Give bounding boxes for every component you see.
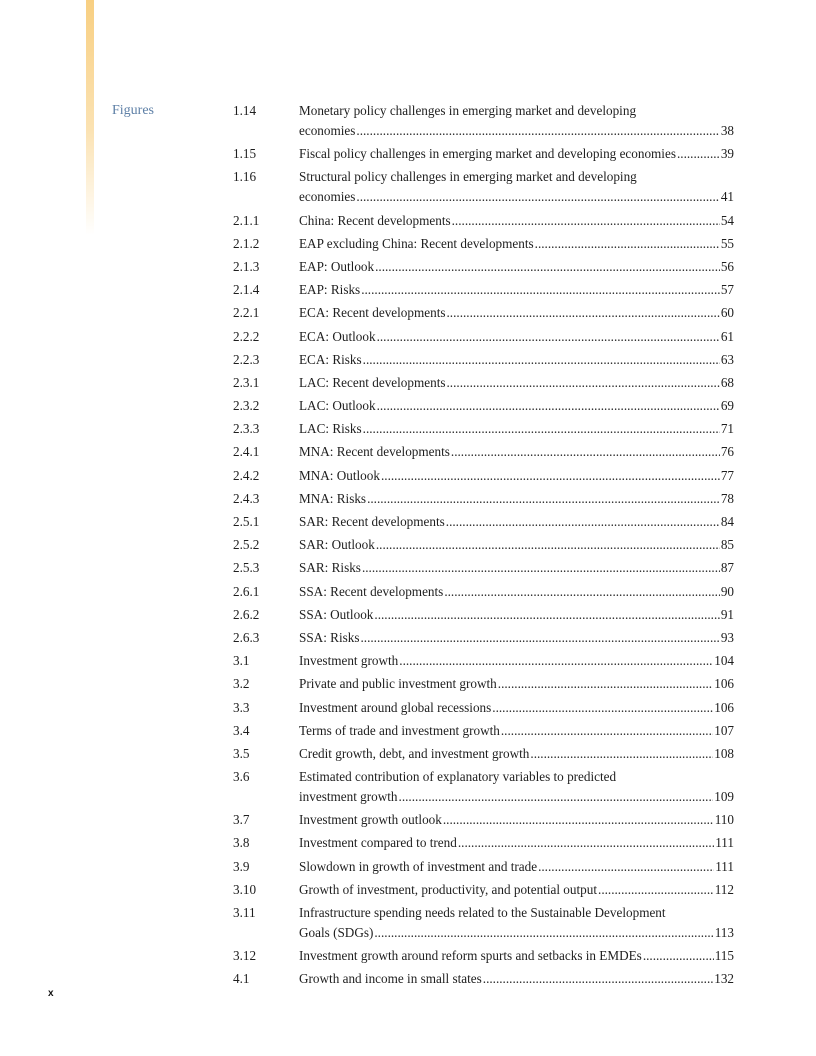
toc-entry[interactable] [233, 674, 734, 694]
entry-last-line [299, 787, 734, 807]
toc-entry[interactable] [233, 969, 734, 989]
entry-body [299, 721, 734, 741]
page-ref: 112 [714, 881, 734, 897]
figure-number: 2.6.3 [233, 629, 260, 645]
entry-body [299, 167, 734, 207]
figure-title: Investment compared to trend [299, 835, 457, 851]
entry-last-line [299, 582, 734, 602]
dot-leader [643, 946, 714, 966]
figure-title: Credit growth, debt, and investment growth [299, 745, 530, 761]
page-ref: 106 [714, 676, 734, 692]
entry-body [299, 651, 734, 671]
entry-last-line [299, 651, 734, 671]
figure-number: 3.11 [233, 905, 256, 920]
figure-number: 2.5.2 [233, 537, 260, 553]
entry-last-line [299, 628, 734, 648]
figure-title: Investment growth [299, 653, 399, 669]
toc-entry[interactable] [233, 327, 734, 347]
section-label-figures: Figures [112, 103, 154, 118]
figure-number: 2.3.3 [233, 421, 260, 437]
dot-leader [452, 211, 720, 231]
toc-entry[interactable] [233, 211, 734, 231]
figure-number: 1.16 [233, 169, 257, 185]
dot-leader [447, 303, 720, 323]
dot-leader [458, 833, 714, 853]
entry-last-line [299, 442, 734, 462]
page-ref: 93 [720, 629, 734, 645]
figure-number: 2.6.2 [233, 606, 260, 622]
figure-title: Goals (SDGs) [299, 925, 374, 940]
figure-number: 2.3.2 [233, 398, 260, 414]
entry-last-line [299, 833, 734, 853]
toc-entry[interactable] [233, 903, 734, 943]
entry-last-line [299, 857, 734, 877]
dot-leader [498, 674, 713, 694]
toc-entry[interactable] [233, 373, 734, 393]
entry-body [299, 257, 734, 277]
toc-entry[interactable] [233, 767, 734, 807]
figure-number: 3.1 [233, 653, 250, 669]
figure-number: 1.14 [233, 103, 257, 118]
dot-leader [376, 535, 720, 555]
entry-body [299, 327, 734, 347]
entry-last-line [299, 698, 734, 718]
figure-number: 2.1.1 [233, 212, 260, 228]
entry-body [299, 419, 734, 439]
entry-body [299, 605, 734, 625]
entry-body [299, 535, 734, 555]
page-ref: 54 [720, 212, 734, 228]
page-number: x [48, 988, 54, 999]
entry-body [299, 857, 734, 877]
figure-number: 2.4.3 [233, 490, 260, 506]
page-ref: 132 [714, 971, 734, 987]
dot-leader [447, 373, 720, 393]
dot-leader [451, 442, 720, 462]
entry-last-line [299, 144, 734, 164]
figure-number: 3.6 [233, 769, 250, 785]
figure-title: ECA: Risks [299, 351, 362, 367]
dot-leader [446, 512, 720, 532]
figure-title-line1: Structural policy challenges in emerging market and developing [299, 169, 637, 185]
figure-title: SAR: Outlook [299, 537, 375, 553]
page-ref: 85 [720, 537, 734, 553]
entry-body [299, 903, 734, 943]
page-ref: 91 [720, 606, 734, 622]
page-ref: 61 [720, 328, 734, 344]
entry-body [299, 396, 734, 416]
entry-last-line [299, 512, 734, 532]
figure-title: economies [299, 189, 356, 205]
toc-entry[interactable] [233, 144, 734, 164]
toc-entry[interactable] [233, 303, 734, 323]
dot-leader [501, 721, 713, 741]
figure-number: 2.5.3 [233, 560, 260, 576]
page-ref: 77 [720, 467, 734, 483]
entry-body [299, 512, 734, 532]
figure-title: MNA: Risks [299, 490, 367, 506]
page-ref: 87 [720, 560, 734, 576]
figure-number: 2.1.2 [233, 235, 260, 251]
entry-body [299, 674, 734, 694]
dot-leader [361, 280, 720, 300]
figure-title: Terms of trade and investment growth [299, 722, 500, 738]
entry-last-line [299, 373, 734, 393]
page-ref: 111 [715, 858, 734, 874]
figures-list [233, 101, 734, 993]
dot-leader [598, 880, 714, 900]
entry-last-line [299, 489, 734, 509]
figure-number: 2.1.3 [233, 258, 260, 274]
entry-body [299, 350, 734, 370]
figure-number: 3.9 [233, 858, 250, 874]
entry-last-line [299, 535, 734, 555]
figure-number: 2.2.3 [233, 351, 260, 367]
figure-number: 2.6.1 [233, 583, 260, 599]
entry-body [299, 582, 734, 602]
figure-number: 3.3 [233, 699, 250, 715]
entry-body [299, 489, 734, 509]
dot-leader [483, 969, 713, 989]
dot-leader [367, 489, 720, 509]
dot-leader [363, 350, 720, 370]
entry-body [299, 234, 734, 254]
figure-number: 3.4 [233, 722, 250, 738]
page-ref: 113 [714, 925, 734, 940]
figure-number: 4.1 [233, 971, 250, 987]
figure-title-line1: Estimated contribution of explanatory variables to predicted [299, 769, 617, 785]
entry-last-line [299, 419, 734, 439]
figure-number: 2.2.2 [233, 328, 260, 344]
dot-leader [374, 605, 719, 625]
figure-title: Investment around global recessions [299, 699, 492, 715]
figure-title: Investment growth around reform spurts and setbacks in EMDEs [299, 948, 642, 964]
toc-entry[interactable] [233, 880, 734, 900]
figure-number: 2.3.1 [233, 374, 260, 390]
page-ref: 84 [720, 514, 734, 529]
figure-title: LAC: Risks [299, 421, 362, 437]
page-ref: 106 [714, 699, 734, 715]
page-ref: 104 [714, 653, 734, 669]
toc-entry[interactable] [233, 489, 734, 509]
entry-body [299, 466, 734, 486]
page-ref: 90 [720, 583, 734, 599]
figure-title: SAR: Recent developments [299, 514, 445, 529]
figure-title: LAC: Recent developments [299, 374, 446, 390]
entry-last-line [299, 880, 734, 900]
dot-leader [381, 466, 720, 486]
toc-entry[interactable] [233, 833, 734, 853]
entry-body [299, 767, 734, 807]
toc-entry[interactable] [233, 946, 734, 966]
toc-entry[interactable] [233, 605, 734, 625]
figure-number: 3.10 [233, 881, 257, 897]
dot-leader [535, 234, 720, 254]
figure-title: EAP: Outlook [299, 258, 375, 274]
figure-number: 1.15 [233, 146, 257, 162]
figure-number: 2.1.4 [233, 282, 260, 298]
dot-leader [399, 787, 714, 807]
figure-title: Private and public investment growth [299, 676, 497, 692]
entry-last-line [299, 280, 734, 300]
entry-last-line [299, 187, 734, 207]
decorative-side-stripe [86, 0, 94, 235]
entry-body [299, 969, 734, 989]
page-ref: 76 [720, 444, 734, 460]
entry-last-line [299, 605, 734, 625]
toc-entry[interactable] [233, 396, 734, 416]
entry-body [299, 698, 734, 718]
figure-title: MNA: Recent developments [299, 444, 450, 460]
entry-last-line [299, 810, 734, 830]
page-ref: 41 [720, 189, 734, 205]
figure-number: 3.2 [233, 676, 250, 692]
toc-entry[interactable] [233, 442, 734, 462]
page-ref: 39 [720, 146, 734, 162]
page-ref: 115 [714, 948, 734, 964]
page-ref: 69 [720, 398, 734, 414]
page-ref: 60 [720, 305, 734, 321]
entry-body [299, 628, 734, 648]
dot-leader [374, 923, 713, 943]
toc-entry[interactable] [233, 512, 734, 532]
toc-entry[interactable] [233, 535, 734, 555]
entry-body [299, 144, 734, 164]
dot-leader [443, 810, 714, 830]
figure-title: investment growth [299, 789, 398, 805]
toc-entry[interactable] [233, 101, 734, 141]
figure-title: Growth of investment, productivity, and potential output [299, 881, 598, 897]
dot-leader [360, 628, 719, 648]
dot-leader [492, 698, 713, 718]
entry-body [299, 946, 734, 966]
dot-leader [375, 257, 720, 277]
figure-title: SSA: Outlook [299, 606, 374, 622]
entry-body [299, 833, 734, 853]
dot-leader [530, 744, 713, 764]
toc-entry[interactable] [233, 234, 734, 254]
dot-leader [677, 144, 720, 164]
entry-last-line [299, 303, 734, 323]
dot-leader [356, 187, 719, 207]
page-ref: 38 [720, 123, 734, 138]
figure-number: 3.8 [233, 835, 250, 851]
toc-entry[interactable] [233, 651, 734, 671]
entry-body [299, 442, 734, 462]
figure-title: SAR: Risks [299, 560, 361, 576]
figure-title: ECA: Outlook [299, 328, 376, 344]
page-ref: 71 [720, 421, 734, 437]
entry-body [299, 303, 734, 323]
entry-body [299, 101, 734, 141]
page-ref: 57 [720, 282, 734, 298]
entry-body [299, 211, 734, 231]
toc-entry[interactable] [233, 419, 734, 439]
page-ref: 110 [714, 812, 734, 828]
figure-title: China: Recent developments [299, 212, 451, 228]
figure-number: 2.5.1 [233, 514, 260, 529]
entry-last-line [299, 674, 734, 694]
toc-entry[interactable] [233, 744, 734, 764]
entry-last-line [299, 121, 734, 141]
figure-title: Investment growth outlook [299, 812, 442, 828]
entry-last-line [299, 234, 734, 254]
figure-title: SSA: Recent developments [299, 583, 444, 599]
dot-leader [363, 419, 720, 439]
toc-entry[interactable] [233, 810, 734, 830]
figure-number: 2.2.1 [233, 305, 260, 321]
figure-title: Growth and income in small states [299, 971, 482, 987]
entry-body [299, 558, 734, 578]
figure-title: SSA: Risks [299, 629, 360, 645]
toc-entry[interactable] [233, 466, 734, 486]
page-ref: 109 [714, 789, 734, 805]
entry-body [299, 810, 734, 830]
entry-last-line [299, 744, 734, 764]
page-ref: 63 [720, 351, 734, 367]
entry-last-line [299, 327, 734, 347]
figure-number: 3.12 [233, 948, 257, 964]
figure-title: MNA: Outlook [299, 467, 380, 483]
entry-last-line [299, 946, 734, 966]
toc-entry[interactable] [233, 721, 734, 741]
entry-last-line [299, 350, 734, 370]
page-ref: 108 [714, 745, 734, 761]
page-ref: 107 [714, 722, 734, 738]
dot-leader [538, 857, 714, 877]
entry-body [299, 280, 734, 300]
figure-title-line1: Infrastructure spending needs related to the Sustainable Development [299, 905, 666, 920]
entry-body [299, 880, 734, 900]
figure-title-line1: Monetary policy challenges in emerging market and developing [299, 103, 637, 118]
toc-entry[interactable] [233, 857, 734, 877]
page-ref: 56 [720, 258, 734, 274]
toc-entry[interactable] [233, 257, 734, 277]
entry-last-line [299, 211, 734, 231]
page-ref: 68 [720, 374, 734, 390]
entry-last-line [299, 969, 734, 989]
toc-entry[interactable] [233, 280, 734, 300]
entry-body [299, 744, 734, 764]
figure-title: EAP: Risks [299, 282, 361, 298]
entry-last-line [299, 558, 734, 578]
figure-title: Slowdown in growth of investment and trade [299, 858, 538, 874]
figure-number: 3.7 [233, 812, 250, 828]
toc-entry[interactable] [233, 628, 734, 648]
toc-entry[interactable] [233, 582, 734, 602]
figure-number: 2.4.2 [233, 467, 260, 483]
figure-title: ECA: Recent developments [299, 305, 446, 321]
figure-title: EAP excluding China: Recent developments [299, 235, 534, 251]
dot-leader [377, 396, 720, 416]
toc-entry[interactable] [233, 698, 734, 718]
dot-leader [377, 327, 720, 347]
entry-last-line [299, 466, 734, 486]
dot-leader [444, 582, 720, 602]
figure-number: 3.5 [233, 745, 250, 761]
dot-leader [399, 651, 713, 671]
toc-entry[interactable] [233, 558, 734, 578]
page-ref: 111 [715, 835, 734, 851]
page-ref: 55 [720, 235, 734, 251]
toc-entry[interactable] [233, 167, 734, 207]
entry-last-line [299, 721, 734, 741]
page-ref: 78 [720, 490, 734, 506]
figure-title: Fiscal policy challenges in emerging market and developing economies [299, 146, 676, 162]
entry-last-line [299, 396, 734, 416]
entry-body [299, 373, 734, 393]
figure-title: LAC: Outlook [299, 398, 376, 414]
entry-last-line [299, 923, 734, 943]
dot-leader [362, 558, 720, 578]
toc-entry[interactable] [233, 350, 734, 370]
entry-last-line [299, 257, 734, 277]
figure-title: economies [299, 123, 356, 138]
dot-leader [356, 121, 719, 141]
figure-number: 2.4.1 [233, 444, 260, 460]
